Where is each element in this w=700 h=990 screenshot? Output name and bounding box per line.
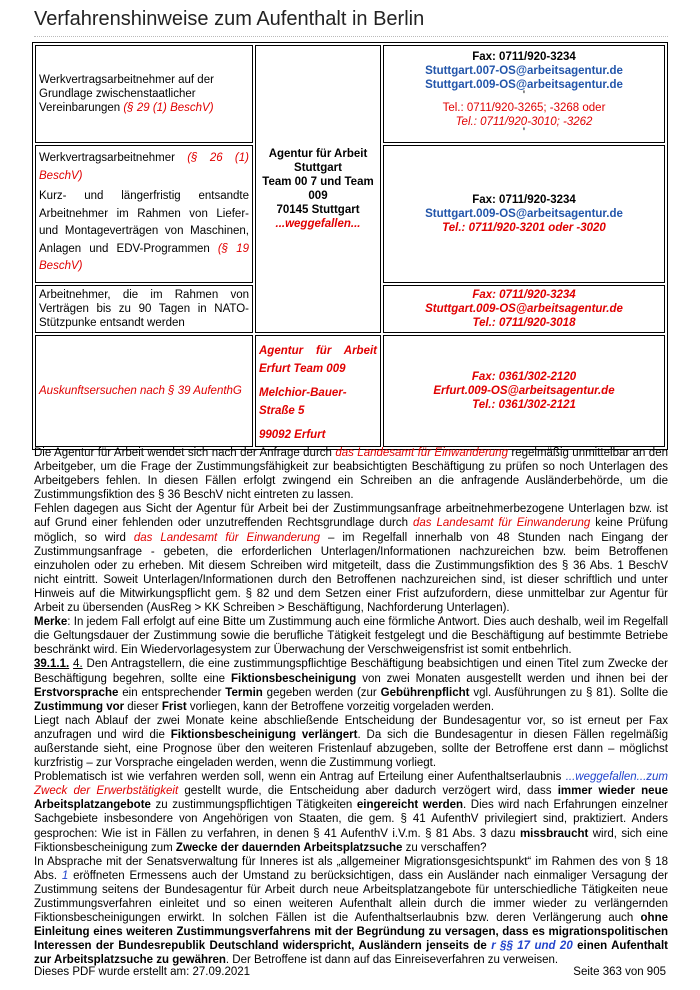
legal-reference: (§ 29 (1) BeschV)	[123, 102, 214, 114]
emphasis: Fiktionsbescheinigung	[231, 672, 357, 685]
stray-mark: '	[522, 90, 526, 102]
page-title: Verfahrenshinweise zum Aufenthalt in Berlin	[34, 8, 425, 30]
text: wird, sich eine Fiktionsbescheinigung zum	[34, 827, 668, 854]
text: Fehlen dagegen aus Sicht der Agentur für Arbeit bei der Zustimmungsanfrage arbeitnehmerbezogene Unterlagen bzw. ist auf Grund einer fehlenden oder unzutreffenden Rechtsgrundlage durch	[34, 503, 668, 530]
category-paragraph	[39, 150, 249, 185]
agency-postcode: 70145 Stuttgart	[276, 204, 360, 216]
text: gegeben werden (zur	[262, 686, 381, 699]
emphasis: Gebührenpflicht	[380, 686, 470, 699]
amended-text: 1	[61, 869, 69, 882]
emphasis: Termin	[225, 686, 263, 699]
row4-contact	[383, 335, 665, 447]
text: dieser	[124, 700, 162, 713]
table-row	[35, 335, 665, 447]
text: Den Antragstellern, die eine zustimmungspflichtige Beschäftigung beabsichtigen und einen Titel zum Zwecke der Beschäftigung begehren, sollte eine	[34, 658, 668, 685]
text: eröffneten Ermessens auch der Umstand zu berücksichtigen, dass ein Ausländer nach einmaliger Versagung der Zustimmung seitens der Bundesagentur für Arbeit durch neue Arbeitsplatzangebote für unterschiedliche Tätigkeiten neue Zustimmungsverfahren einleitet und so einen weiteren Aufenthalt allein durch die immer wieder zu verlängernden Fiktionsbescheinigungen erwirkt. In solchen Fällen ist die Aufenthaltserlaubnis bzw. deren Verlängerung auch	[34, 869, 668, 925]
paragraph	[34, 855, 668, 968]
amended-text: Zweck der Erwerbstätigkeit	[34, 785, 179, 798]
text: von zwei Monaten ausgestellt werden und ihnen bei der	[356, 672, 668, 685]
agency-erfurt-cell	[255, 335, 381, 447]
removed-note: ...weggefallen...zum	[565, 771, 668, 784]
row2-contact	[383, 145, 665, 283]
emphasis: einen Aufenthalt zur Arbeitsplatzsuche zu gewähren	[34, 940, 668, 967]
fax-number: Fax: 0711/920-3234	[472, 51, 576, 63]
paragraph	[34, 770, 668, 855]
pdf-created-date: Dieses PDF wurde erstellt am: 27.09.2021	[34, 966, 251, 978]
row3-category: Arbeitnehmer, die im Rahmen von Verträgen bis zu 90 Tagen in NATO-Stützpunke entsandt werden	[35, 285, 253, 333]
merke-paragraph	[34, 615, 668, 657]
legal-reference: (§ 26 (1) BeschV)	[39, 152, 249, 182]
row4-category: Auskunftsersuchen nach § 39 AufenthG	[35, 335, 253, 447]
row3-contact	[383, 285, 665, 333]
legal-reference: (§ 19 BeschV)	[39, 242, 250, 272]
category-text: Werkvertragsarbeitnehmer auf der Grundlage zwischenstaatlicher Vereinbarungen	[39, 74, 214, 114]
text: zu verschaffen?	[402, 841, 487, 854]
emphasis: ohne Einleitung eines weiteren Zustimmungsverfahrens mit der Begründung zu versagen, dass es migrationspolitischen Interessen der Bundesrepublik Deutschland widerspricht, Ausländern jenseits de	[34, 912, 668, 953]
paragraph	[34, 446, 668, 502]
fax-number: Fax: 0711/920-3234	[472, 289, 576, 301]
agency-team-number: 009	[308, 190, 328, 202]
fax-number: Fax: 0361/302-2120	[471, 371, 577, 383]
row2-category	[35, 145, 253, 283]
body-text	[34, 446, 668, 967]
removed-note: ...weggefallen...	[275, 218, 361, 230]
contact-table	[32, 42, 668, 450]
text: keine Prüfung möglich, so wird	[34, 517, 668, 544]
table-row	[35, 45, 665, 143]
phone-number: Tel.: 0361/302-2121	[472, 399, 576, 411]
emphasis: immer wieder neue Arbeitsplatzangebote	[34, 785, 669, 812]
text: vorliegen, kann der Betroffene vorzeitig vorgeladen werden.	[186, 700, 495, 713]
merke-label: Merke	[34, 616, 68, 629]
text: In Absprache mit der Senatsverwaltung für Inneres ist als „allgemeiner Migrationsgesichtspunkt“ im Rahmen des von § 18 Abs.	[34, 855, 668, 882]
emphasis: Zustimmung vor	[34, 700, 125, 713]
title-divider	[34, 36, 668, 37]
text: ein entsprechender	[118, 686, 226, 699]
text: Liegt nach Ablauf der zwei Monate keine abschließende Entscheidung der Bundesagentur vor, so ist erneut per Fax anzufragen und wird die	[34, 714, 668, 741]
row1-contact	[383, 45, 665, 143]
text: Problematisch ist wie verfahren werden soll, wenn ein Antrag auf Erteilung einer Aufenthaltserlaubnis	[34, 771, 566, 784]
agency-team: Team 00 7 und Team	[262, 176, 374, 188]
text: Die Agentur für Arbeit wendet sich nach der Anfrage durch	[34, 447, 336, 459]
email-link[interactable]: Stuttgart.009-OS@arbeitsagentur.de	[425, 303, 623, 315]
fax-number: Fax: 0711/920-3234	[472, 194, 576, 206]
page-number: Seite 363 von 905	[573, 966, 666, 978]
subsection-number: 4.	[73, 658, 83, 671]
email-link[interactable]: Stuttgart.007-OS@arbeitsagentur.de	[425, 65, 623, 77]
phone-number: Tel.: 0711/920-3010; -3262	[455, 116, 593, 128]
phone-number: Tel.: 0711/920-3018	[472, 317, 576, 329]
phone-number: Tel.: 0711/920-3265; -3268 oder	[442, 102, 606, 114]
agency-postcode: 99092 Erfurt	[259, 429, 326, 441]
text: zu zustimmungspflichtigen Tätigkeiten	[150, 799, 357, 812]
paragraph	[34, 502, 668, 615]
text: vgl. Ausführungen zu § 81). Sollte die	[469, 686, 668, 699]
category-text: Werkvertragsarbeitnehmer	[39, 152, 175, 164]
emphasis: eingereicht werden	[356, 799, 464, 812]
stray-mark: '	[522, 127, 526, 139]
agency-name: Agentur für Arbeit	[268, 148, 368, 160]
authority-name: das Landesamt für Einwanderung	[335, 447, 508, 459]
amended-text: r §§ 17 und 20	[491, 940, 573, 953]
text: gestellt wurde, die Entscheidung aber dadurch verzögert wird, dass	[178, 785, 558, 798]
agency-stuttgart-cell	[255, 45, 381, 333]
category-paragraph	[39, 188, 249, 276]
emphasis: Fiktionsbescheinigung verlängert	[170, 728, 358, 741]
email-link[interactable]: Erfurt.009-OS@arbeitsagentur.de	[433, 385, 615, 397]
text: regelmäßig unmittelbar an den Arbeitgeber, um die Frage der Zustimmungsfähigkeit zur beabsichtigten Beschäftigung zu prüfen so noch Unterlagen des Arbeitgebers fehlen. In diesen Fällen erfolgt zwingend ein Schreiben an die anfragende Ausländerbehörde, um die Zustimmungsfiktion des § 36 BeschV nicht eintreten zu lassen.	[34, 447, 668, 502]
authority-name: das Landesamt für Einwanderung	[413, 517, 591, 530]
agency-street: Melchior-Bauer-Straße 5	[259, 387, 347, 417]
row1-category	[35, 45, 253, 143]
text: . Dies wird nach Erfahrungen einzelner Sachgebiete insbesondere von Angehörigen von Staaten, die gem. § 41 AufenthV privilegiert sind, praktiziert. Anders gesprochen: Wie ist in Fällen zu verfahren, in denen § 41 AufenthV i.V.m. § 81 Abs. 3 dazu	[34, 799, 668, 840]
email-link[interactable]: Stuttgart.009-OS@arbeitsagentur.de	[425, 208, 623, 220]
section-number: 39.1.1.	[34, 658, 70, 671]
category-text: Kurz- und längerfristig entsandte Arbeitnehmer im Rahmen von Liefer- und Montageverträgen von Maschinen, Anlagen und EDV-Programmen	[39, 190, 249, 255]
agency-city: Stuttgart	[294, 162, 342, 174]
emphasis: Zwecke der dauernden Arbeitsplatzsuche	[175, 841, 403, 854]
agency-name: Agentur für Arbeit Erfurt Team 009	[259, 345, 377, 375]
phone-number: Tel.: 0711/920-3201 oder -3020	[442, 222, 606, 234]
text: . Da sich die Bundesagentur in diesen Fällen regelmäßig außerstande sieht, eine Prognose über den weiteren Fristenlauf abzugeben, sollte der Betroffene erst dann – möglichst kurzfristig – zur Vorsprache eingeladen werden, wenn die Zustimmung vorliegt.	[34, 728, 668, 770]
section-39-1-1	[34, 657, 668, 713]
email-link[interactable]: Stuttgart.009-OS@arbeitsagentur.de	[425, 79, 623, 91]
authority-name: das Landesamt für Einwanderung	[133, 531, 321, 544]
text: : In jedem Fall erfolgt auf eine Bitte um Zustimmung auch eine förmliche Antwort. Dies auch deshalb, weil im Regelfall die Geltungsdauer der Zustimmung sowie die berufliche Tätigkeit festgelegt und die Beschäftigung auf bestimmte Betriebe beschränkt wird. Ein Wiedervorlagesystem zur Überwachung der Verschweigensfrist ist somit entbehrlich.	[34, 616, 668, 657]
text: . Der Betroffene ist dann auf das Einreiseverfahren zu verweisen.	[225, 954, 559, 967]
emphasis: Frist	[161, 700, 187, 713]
paragraph	[34, 714, 668, 770]
emphasis: missbraucht	[519, 827, 589, 840]
emphasis: Erstvorsprache	[34, 686, 119, 699]
text: – im Regelfall innerhalb von 48 Stunden nach Eingang der Zustimmungsanfrage - gebeten, die erforderlichen Unterlagen/Informationen nachzureichen bzw. beim Betroffenen einzuholen oder zu erheben. Mit diesem Schreiben wird mitgeteilt, dass die Zustimmungsfiktion des § 36 Abs. 1 BeschV nicht eintritt. Soweit Unterlagen/Informationen durch den Betroffenen nachzureichen sind, ist dieser schriftlich und unter Hinweis auf die Mitwirkungspflicht gem. § 82 und dem Setzen einer Frist aufzufordern, diese unmittelbar zur Agentur für Arbeit zu übersenden (AusReg > KK Schreiben > Beschäftigung, Nachforderung Unterlagen).	[34, 531, 668, 615]
